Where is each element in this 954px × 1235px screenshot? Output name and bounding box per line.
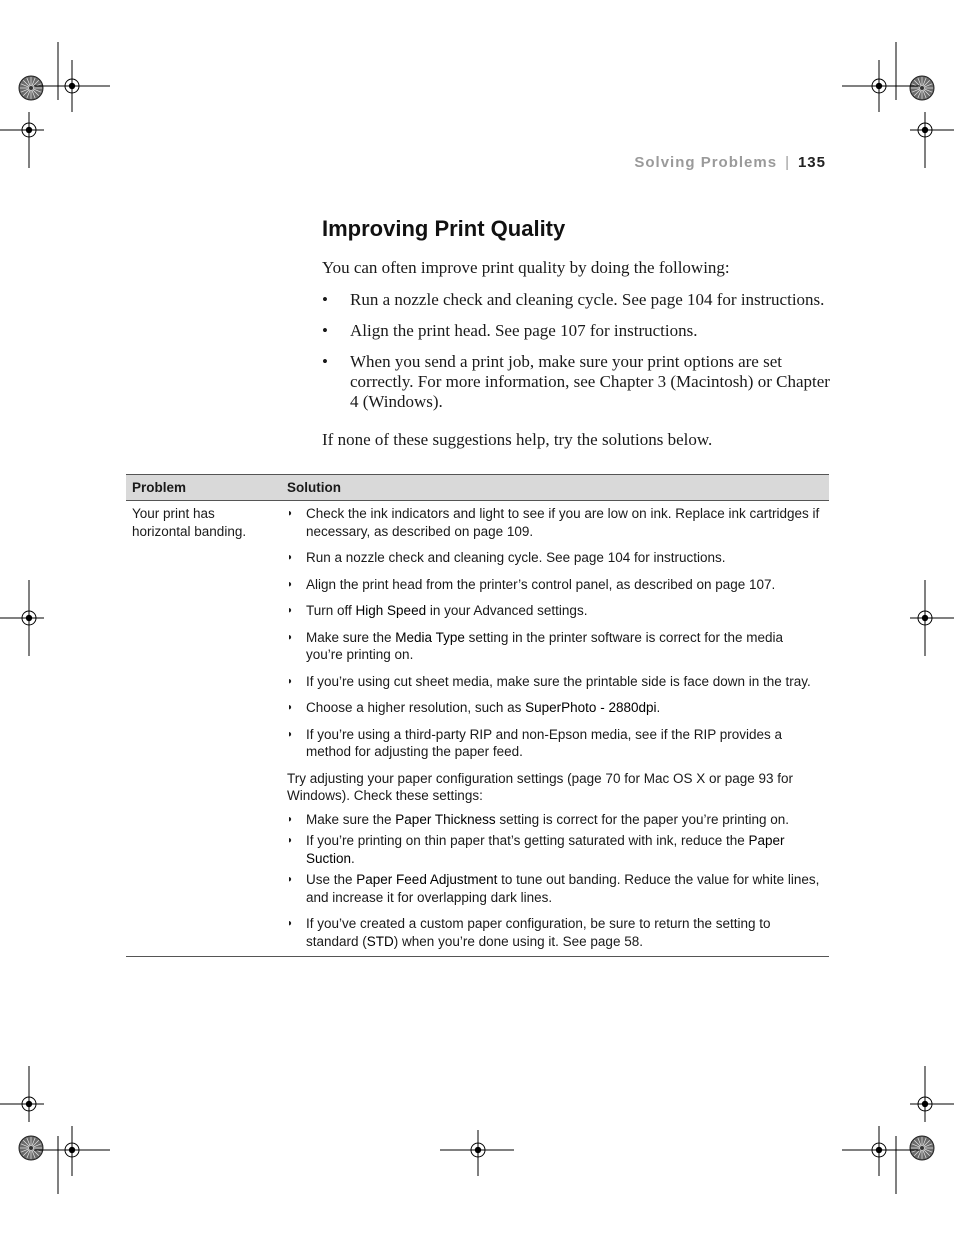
- registration-starburst-icon: [19, 76, 43, 100]
- tips-list: [322, 290, 832, 423]
- arrow-bullet-icon: ◗: [287, 675, 294, 687]
- registration-crosshair-icon: [59, 73, 85, 99]
- list-item: ◗ Check the ink indicators and light to see if you are low on ink. Replace ink cartridges if necessary, as described on page 109.: [287, 506, 820, 539]
- page-title: Improving Print Quality: [322, 216, 566, 241]
- arrow-bullet-icon: ◗: [287, 813, 294, 825]
- list-item: ◗ If you’re using cut sheet media, make sure the printable side is face down in the tray.: [287, 673, 811, 689]
- list-item: ◗ Run a nozzle check and cleaning cycle. See page 104 for instructions.: [287, 550, 726, 565]
- header-separator: |: [785, 154, 790, 171]
- arrow-bullet-icon: ◗: [287, 728, 294, 740]
- page-number: 135: [797, 154, 826, 171]
- config-solution-list: [287, 811, 823, 951]
- bullet-icon: •: [322, 321, 328, 340]
- list-item: ◗ If you’re using a third-party RIP and non-Epson media, see if the RIP provides a method for adjusting the paper feed.: [287, 726, 783, 759]
- arrow-bullet-icon: ◗: [287, 835, 294, 846]
- outro-paragraph: If none of these suggestions help, try the solutions below.: [322, 430, 713, 449]
- registration-crosshair-icon: [59, 1137, 85, 1163]
- list-item: ◗ Choose a higher resolution, such as SuperPhoto - 2880dpi.: [287, 700, 661, 715]
- setting-name: Paper Feed Adjustment: [356, 872, 498, 887]
- registration-starburst-icon: [910, 1136, 934, 1160]
- bullet-icon: •: [322, 290, 328, 309]
- registration-starburst-icon: [910, 76, 934, 100]
- arrow-bullet-icon: ◗: [287, 552, 294, 563]
- registration-crosshair-icon: [16, 117, 42, 143]
- list-item: • When you send a print job, make sure your print options are set correctly. For more information, see Chapter 3 (Macintosh) or Chapter 4 (Windows).: [322, 352, 830, 411]
- setting-name: Paper Thickness: [395, 811, 496, 827]
- arrow-bullet-icon: ◗: [287, 702, 294, 713]
- list-item: ◗ If you’re printing on thin paper that’s getting saturated with ink, reduce the Paper Suction.: [287, 833, 785, 866]
- arrow-bullet-icon: ◗: [287, 874, 294, 885]
- arrow-bullet-icon: ◗: [287, 918, 294, 929]
- registration-crosshair-icon: [912, 605, 938, 631]
- arrow-bullet-icon: ◗: [287, 508, 294, 519]
- registration-crosshair-icon: [465, 1137, 491, 1163]
- table-header-row: [126, 475, 829, 501]
- running-header: [634, 154, 826, 171]
- solution-column-header: Solution: [281, 475, 829, 501]
- list-item: ◗ Make sure the Media Type setting in the printer software is correct for the media you’re printing on.: [287, 629, 783, 662]
- registration-crosshair-icon: [912, 1091, 938, 1117]
- list-item: ◗ Use the Paper Feed Adjustment to tune out banding. Reduce the value for white lines, and increase it for overlapping dark lines.: [287, 872, 820, 905]
- solutions-table: [126, 474, 829, 957]
- arrow-bullet-icon: ◗: [287, 631, 294, 643]
- setting-name: Paper Suction: [306, 833, 785, 866]
- registration-crosshair-icon: [912, 117, 938, 143]
- setting-name: SuperPhoto - 2880dpi: [525, 700, 657, 715]
- list-item: ◗ If you’ve created a custom paper configuration, be sure to return the setting to standard (STD) when you’re done using it. See page 58.: [287, 916, 771, 949]
- list-item: ◗ Turn off High Speed in your Advanced settings.: [287, 603, 588, 618]
- setting-name: High Speed: [355, 603, 427, 618]
- list-item: • Align the print head. See page 107 for instructions.: [322, 321, 698, 340]
- solution-cell: [281, 501, 829, 957]
- problem-column-header: Problem: [126, 475, 281, 501]
- problem-cell: Your print has horizontal banding.: [126, 501, 281, 957]
- bullet-icon: •: [322, 352, 328, 371]
- list-item: • Run a nozzle check and cleaning cycle. See page 104 for instructions.: [322, 290, 825, 309]
- registration-crosshair-icon: [866, 73, 892, 99]
- registration-starburst-icon: [19, 1136, 43, 1160]
- setting-name: Media Type: [395, 629, 465, 645]
- registration-crosshair-icon: [16, 1091, 42, 1117]
- registration-crosshair-icon: [866, 1137, 892, 1163]
- list-item: ◗ Align the print head from the printer’s control panel, as described on page 107.: [287, 576, 776, 592]
- table-row: [126, 501, 829, 957]
- list-item: ◗ Make sure the Paper Thickness setting is correct for the paper you’re printing on.: [287, 811, 790, 827]
- config-paragraph: Try adjusting your paper configuration settings (page 70 for Mac OS X or page 93 for Windows). Check these settings:: [287, 770, 794, 803]
- section-name: Solving Problems: [634, 154, 778, 171]
- arrow-bullet-icon: ◗: [287, 578, 294, 590]
- setting-name: STD: [366, 933, 394, 949]
- arrow-bullet-icon: ◗: [287, 605, 294, 616]
- intro-paragraph: You can often improve print quality by doing the following:: [322, 258, 730, 277]
- solution-list: [287, 505, 823, 761]
- registration-crosshair-icon: [16, 605, 42, 631]
